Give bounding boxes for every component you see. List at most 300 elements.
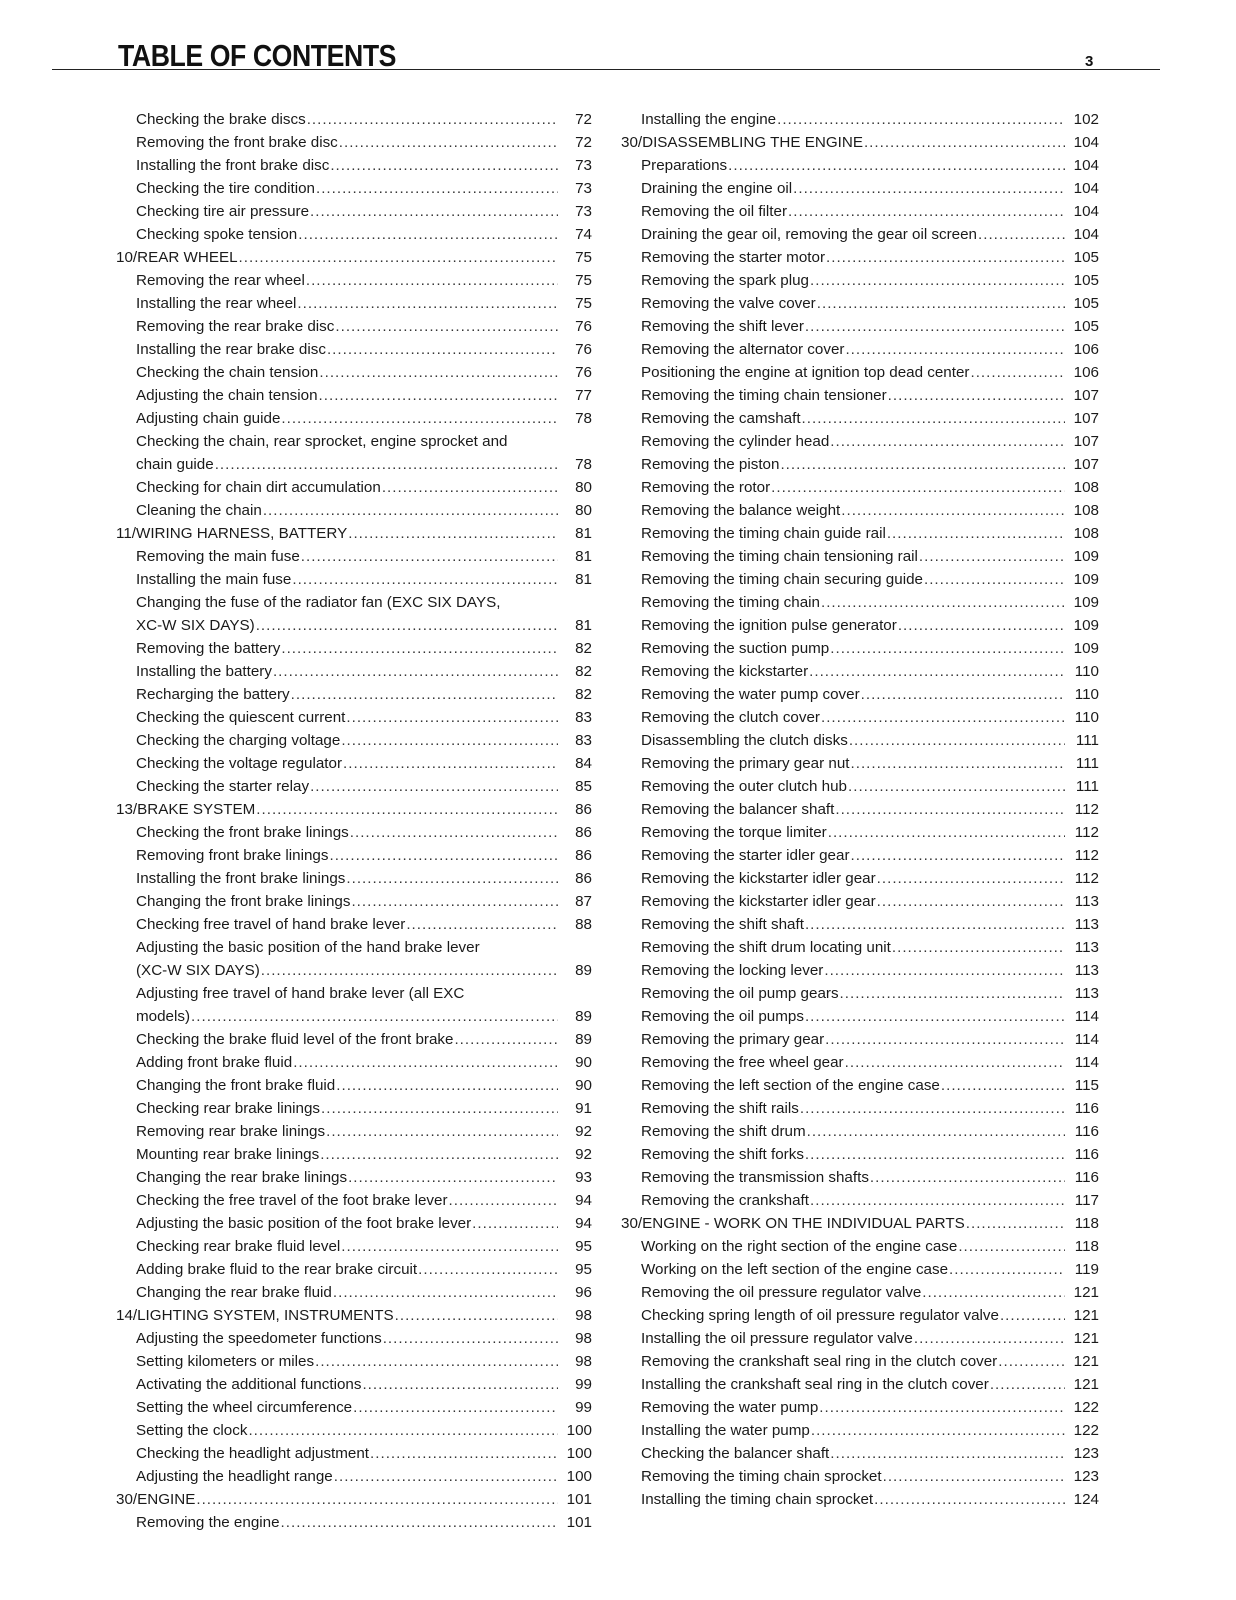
toc-entry-text: Removing the free wheel gear [641,1054,844,1071]
toc-entry[interactable] [116,1235,592,1258]
toc-entry-text: Installing the rear brake disc [136,341,326,358]
toc-entry-text: Removing the kickstarter idler gear [641,870,876,887]
leader-dots [362,1373,558,1396]
toc-entry-text: Mounting rear brake linings [136,1146,320,1163]
toc-page-number: 73 [575,203,592,220]
leader-dots [851,752,1065,775]
toc-entry[interactable] [116,1327,592,1350]
leader-dots [898,614,1065,637]
toc-page-number: 82 [575,640,592,657]
leader-dots [811,1419,1065,1442]
toc-entry[interactable] [621,591,1099,614]
toc-section-heading[interactable] [116,1488,592,1511]
toc-page-number: 121 [1073,1376,1099,1393]
toc-entry-text: Removing the oil pump gears [641,985,839,1002]
toc-page-number: 89 [575,1031,592,1048]
toc-entry[interactable] [621,1120,1099,1143]
toc-page-number: 121 [1073,1284,1099,1301]
toc-entry[interactable] [116,430,592,476]
toc-entry[interactable] [116,706,592,729]
leader-dots [370,1442,558,1465]
toc-page-number: 119 [1074,1261,1099,1278]
leader-dots [914,1327,1065,1350]
leader-dots [821,706,1065,729]
toc-entry-text: Removing the kickstarter idler gear [641,893,876,910]
toc-entry[interactable] [116,499,592,522]
leader-dots [887,522,1065,545]
toc-entry[interactable] [621,430,1099,453]
toc-entry[interactable] [116,568,592,591]
toc-entry-text: Checking the voltage regulator [136,755,343,772]
leader-dots [949,1258,1065,1281]
leader-dots [248,1419,558,1442]
toc-entry[interactable] [621,522,1099,545]
toc-entry[interactable] [621,752,1099,775]
toc-entry[interactable] [621,1373,1099,1396]
toc-entry[interactable] [116,752,592,775]
toc-entry[interactable] [621,407,1099,430]
leader-dots [825,1028,1065,1051]
toc-entry[interactable] [621,982,1099,1005]
toc-entry-text: Removing the shift forks [641,1146,804,1163]
toc-page-number: 112 [1074,824,1099,841]
toc-entry[interactable] [621,108,1099,131]
toc-entry-text: Recharging the battery [136,686,290,703]
toc-entry[interactable] [116,177,592,200]
leader-dots [1000,1304,1065,1327]
toc-entry[interactable] [116,867,592,890]
toc-entry[interactable] [116,683,592,706]
toc-entry-text-cont: models) [136,1008,191,1025]
leader-dots [805,913,1065,936]
toc-entry-text: Changing the front brake linings [136,893,351,910]
toc-entry-text: Removing the outer clutch hub [641,778,847,795]
leader-dots [273,660,558,683]
toc-entry[interactable] [621,1097,1099,1120]
toc-page-number: 109 [1073,571,1099,588]
toc-entry[interactable] [116,200,592,223]
leader-dots [810,1189,1065,1212]
toc-entry[interactable] [621,476,1099,499]
toc-entry[interactable] [116,1419,592,1442]
leader-dots [281,637,558,660]
leader-dots [830,1442,1065,1465]
toc-entry[interactable] [621,1442,1099,1465]
toc-entry-text: Removing the clutch cover [641,709,820,726]
leader-dots [874,1488,1065,1511]
leader-dots [958,1235,1065,1258]
toc-entry-text: Removing the ignition pulse generator [641,617,897,634]
toc-entry-text-cont: chain guide [136,456,214,473]
leader-dots [293,1051,558,1074]
toc-entry-text: Setting the clock [136,1422,248,1439]
toc-entry-text: Checking rear brake linings [136,1100,321,1117]
toc-entry[interactable] [116,223,592,246]
leader-dots [339,131,558,154]
toc-entry[interactable] [116,1396,592,1419]
toc-entry[interactable] [116,108,592,131]
toc-entry[interactable] [621,729,1099,752]
toc-section-heading[interactable] [621,131,1099,154]
leader-dots [261,959,558,982]
toc-entry-text: Removing the piston [641,456,780,473]
toc-entry-text: 30/ENGINE [116,1491,196,1508]
toc-entry[interactable] [116,1212,592,1235]
toc-entry-text: Removing the camshaft [641,410,801,427]
toc-page-number: 108 [1073,479,1099,496]
toc-entry[interactable] [621,223,1099,246]
toc-page-number: 90 [575,1054,592,1071]
leader-dots [830,430,1065,453]
toc-entry[interactable] [621,1143,1099,1166]
leader-dots [348,522,558,545]
toc-entry[interactable] [116,131,592,154]
toc-entry[interactable] [621,775,1099,798]
toc-entry-text: Removing the balancer shaft [641,801,835,818]
leader-dots [215,453,558,476]
leader-dots [297,292,558,315]
toc-entry[interactable] [621,706,1099,729]
leader-dots [256,614,558,637]
toc-page-number: 94 [575,1192,592,1209]
toc-entry[interactable] [621,1166,1099,1189]
toc-page-number: 107 [1073,410,1099,427]
leader-dots [263,499,558,522]
toc-entry-text: Removing the water pump cover [641,686,860,703]
toc-page-number: 118 [1074,1238,1099,1255]
toc-entry[interactable] [621,1051,1099,1074]
toc-entry[interactable] [621,959,1099,982]
toc-entry-text: Removing the suction pump [641,640,830,657]
toc-entry[interactable] [621,821,1099,844]
toc-entry[interactable] [116,154,592,177]
toc-entry[interactable] [621,1074,1099,1097]
toc-page-number: 107 [1073,433,1099,450]
toc-entry-text: Installing the timing chain sprocket [641,1491,874,1508]
leader-dots [805,315,1065,338]
page-title: TABLE OF CONTENTS [118,38,397,73]
toc-entry[interactable] [116,821,592,844]
toc-entry-text: Removing the kickstarter [641,663,809,680]
toc-page-number: 73 [575,157,592,174]
toc-entry[interactable] [116,338,592,361]
toc-entry[interactable] [116,292,592,315]
toc-entry[interactable] [116,1166,592,1189]
toc-entry[interactable] [621,177,1099,200]
toc-entry[interactable] [621,1304,1099,1327]
toc-entry[interactable] [621,1028,1099,1051]
toc-entry-text: Setting kilometers or miles [136,1353,315,1370]
toc-entry[interactable] [116,1281,592,1304]
toc-entry[interactable] [621,936,1099,959]
toc-entry[interactable] [621,1465,1099,1488]
leader-dots [824,959,1065,982]
toc-entry[interactable] [621,1488,1099,1511]
toc-page-number: 84 [575,755,592,772]
toc-entry-text: Adding brake fluid to the rear brake circuit [136,1261,418,1278]
toc-entry[interactable] [116,1442,592,1465]
leader-dots [777,108,1065,131]
toc-entry-text: Checking free travel of hand brake lever [136,916,406,933]
toc-entry-text: Removing the starter idler gear [641,847,850,864]
toc-entry-text: Removing the rear brake disc [136,318,335,335]
toc-entry[interactable] [116,269,592,292]
toc-page-number: 83 [575,709,592,726]
toc-entry-text: Removing the starter motor [641,249,826,266]
leader-dots [800,1097,1065,1120]
toc-page-number: 112 [1074,847,1099,864]
toc-page-number: 116 [1074,1123,1099,1140]
toc-entry[interactable] [621,637,1099,660]
leader-dots [919,545,1065,568]
toc-entry[interactable] [116,1028,592,1051]
toc-entry-text: Checking tire air pressure [136,203,310,220]
toc-section-heading[interactable] [116,798,592,821]
leader-dots [888,384,1065,407]
toc-entry[interactable] [621,660,1099,683]
toc-section-heading[interactable] [621,1212,1099,1235]
toc-entry[interactable] [621,614,1099,637]
toc-page-number: 106 [1073,364,1099,381]
toc-entry[interactable] [116,1373,592,1396]
toc-entry[interactable] [621,361,1099,384]
toc-entry-text: Removing the locking lever [641,962,824,979]
toc-section-heading[interactable] [116,1304,592,1327]
leader-dots [877,867,1065,890]
toc-page-number: 82 [575,663,592,680]
leader-dots [771,476,1065,499]
toc-entry-text: Removing the primary gear [641,1031,825,1048]
toc-entry-text: Removing the battery [136,640,281,657]
toc-page-number: 72 [575,134,592,151]
toc-entry-text: Removing the oil filter [641,203,788,220]
leader-dots [817,292,1065,315]
toc-entry-text: 30/DISASSEMBLING THE ENGINE [621,134,863,151]
toc-entry[interactable] [621,269,1099,292]
toc-entry[interactable] [116,407,592,430]
page-number: 3 [1085,53,1094,70]
toc-entry-text: Removing the timing chain guide rail [641,525,886,542]
toc-entry-text: Checking the starter relay [136,778,310,795]
toc-entry[interactable] [116,1189,592,1212]
leader-dots [321,1097,558,1120]
toc-entry[interactable] [621,453,1099,476]
toc-entry-text-cont: XC-W SIX DAYS) [136,617,255,634]
toc-entry[interactable] [621,292,1099,315]
toc-entry[interactable] [621,1419,1099,1442]
toc-entry-text: Working on the right section of the engine case [641,1238,958,1255]
toc-page-number: 111 [1075,755,1099,772]
toc-entry[interactable] [116,936,592,982]
leader-dots [239,246,558,269]
toc-entry[interactable] [621,798,1099,821]
leader-dots [335,315,558,338]
toc-entry[interactable] [116,1120,592,1143]
toc-entry[interactable] [116,476,592,499]
toc-entry[interactable] [116,1350,592,1373]
toc-entry[interactable] [621,913,1099,936]
toc-entry[interactable] [116,1511,592,1534]
toc-entry-text: Removing the crankshaft [641,1192,809,1209]
leader-dots [805,1143,1065,1166]
toc-page-number: 107 [1073,456,1099,473]
toc-entry[interactable] [621,1189,1099,1212]
toc-entry[interactable] [116,1465,592,1488]
leader-dots [864,131,1065,154]
leader-dots [840,982,1065,1005]
toc-entry-text: Checking the free travel of the foot brake lever [136,1192,448,1209]
leader-dots [810,269,1065,292]
toc-entry[interactable] [621,338,1099,361]
toc-entry-text: Adjusting the headlight range [136,1468,333,1485]
leader-dots [341,1235,558,1258]
toc-entry[interactable] [621,154,1099,177]
toc-entry[interactable] [621,1005,1099,1028]
leader-dots [877,890,1065,913]
toc-entry[interactable] [621,246,1099,269]
toc-page-number: 116 [1074,1100,1099,1117]
toc-page-number: 115 [1074,1077,1099,1094]
toc-entry[interactable] [116,890,592,913]
toc-entry[interactable] [116,1051,592,1074]
toc-entry[interactable] [116,1143,592,1166]
toc-page-number: 109 [1073,617,1099,634]
toc-entry[interactable] [621,200,1099,223]
toc-entry-text: Installing the front brake disc [136,157,330,174]
leader-dots [326,1120,558,1143]
toc-entry[interactable] [621,499,1099,522]
toc-page-number: 96 [575,1284,592,1301]
toc-entry[interactable] [621,844,1099,867]
toc-page-number: 122 [1073,1422,1099,1439]
toc-entry[interactable] [621,545,1099,568]
toc-section-heading[interactable] [116,246,592,269]
toc-page-number: 81 [575,571,592,588]
leader-dots [196,1488,558,1511]
toc-entry-text: 11/WIRING HARNESS, BATTERY [116,525,348,542]
toc-entry[interactable] [621,315,1099,338]
toc-page-number: 73 [575,180,592,197]
toc-entry[interactable] [116,545,592,568]
toc-page-number: 111 [1075,778,1099,795]
leader-dots [472,1212,558,1235]
leader-dots [281,1511,558,1534]
toc-section-heading[interactable] [116,522,592,545]
toc-entry[interactable] [116,729,592,752]
toc-entry-text: Checking the brake discs [136,111,306,128]
toc-entry-text: Checking the chain, rear sprocket, engine sprocket and [136,433,508,450]
toc-entry-text: Removing the main fuse [136,548,300,565]
leader-dots [319,361,558,384]
leader-dots [883,1465,1065,1488]
leader-dots [924,568,1065,591]
toc-page-number: 109 [1073,640,1099,657]
toc-page-number: 90 [575,1077,592,1094]
toc-entry[interactable] [621,1327,1099,1350]
toc-entry-text: Checking the charging voltage [136,732,341,749]
toc-entry[interactable] [621,683,1099,706]
toc-page-number: 106 [1073,341,1099,358]
leader-dots [310,775,558,798]
toc-page-number: 113 [1074,985,1099,1002]
toc-entry[interactable] [621,1350,1099,1373]
toc-entry-text: Checking the balancer shaft [641,1445,830,1462]
toc-entry[interactable] [116,1097,592,1120]
toc-entry-text: Removing the rear wheel [136,272,305,289]
toc-page-number: 105 [1073,318,1099,335]
toc-entry-text: Removing the shift rails [641,1100,799,1117]
toc-entry[interactable] [116,361,592,384]
toc-page-number: 104 [1073,157,1099,174]
toc-page-number: 114 [1074,1031,1099,1048]
toc-page-number: 86 [575,801,592,818]
leader-dots [807,1120,1065,1143]
leader-dots [793,177,1065,200]
leader-dots [301,545,558,568]
toc-entry[interactable] [116,775,592,798]
toc-entry-text: Working on the left section of the engine case [641,1261,949,1278]
leader-dots [845,338,1065,361]
toc-entry-text: Removing the timing chain [641,594,820,611]
toc-entry[interactable] [116,982,592,1028]
toc-entry-text: Removing the cylinder head [641,433,830,450]
toc-entry[interactable] [116,1258,592,1281]
toc-page-number: 100 [566,1445,592,1462]
toc-entry-text: 13/BRAKE SYSTEM [116,801,256,818]
leader-dots [821,591,1065,614]
toc-entry[interactable] [116,591,592,637]
leader-dots [330,154,558,177]
toc-entry-text: Installing the battery [136,663,272,680]
leader-dots [780,453,1065,476]
toc-entry-text: Removing the left section of the engine case [641,1077,940,1094]
leader-dots [861,683,1065,706]
toc-page-number: 92 [575,1123,592,1140]
toc-entry[interactable] [116,1074,592,1097]
toc-entry[interactable] [116,844,592,867]
leader-dots [329,844,558,867]
toc-page-number: 86 [575,847,592,864]
toc-entry[interactable] [116,913,592,936]
toc-page-number: 81 [575,525,592,542]
toc-entry[interactable] [116,384,592,407]
toc-page-number: 123 [1073,1468,1099,1485]
toc-entry-text: Cleaning the chain [136,502,262,519]
toc-entry[interactable] [621,867,1099,890]
toc-entry[interactable] [116,660,592,683]
leader-dots [454,1028,558,1051]
leader-dots [336,1074,558,1097]
leader-dots [319,384,558,407]
toc-entry[interactable] [621,384,1099,407]
toc-entry[interactable] [621,890,1099,913]
toc-entry[interactable] [116,637,592,660]
toc-entry[interactable] [621,1258,1099,1281]
leader-dots [395,1304,558,1327]
toc-page-number: 101 [566,1514,592,1531]
toc-entry[interactable] [621,1235,1099,1258]
toc-entry[interactable] [621,1396,1099,1419]
toc-page-number: 94 [575,1215,592,1232]
toc-page-number: 111 [1075,732,1099,749]
toc-entry[interactable] [621,568,1099,591]
leader-dots [998,1350,1065,1373]
toc-entry-text: Removing the water pump [641,1399,819,1416]
toc-entry[interactable] [621,1281,1099,1304]
toc-entry-text: Preparations [641,157,728,174]
toc-entry-text: 30/ENGINE - WORK ON THE INDIVIDUAL PARTS [621,1215,965,1232]
toc-entry[interactable] [116,315,592,338]
